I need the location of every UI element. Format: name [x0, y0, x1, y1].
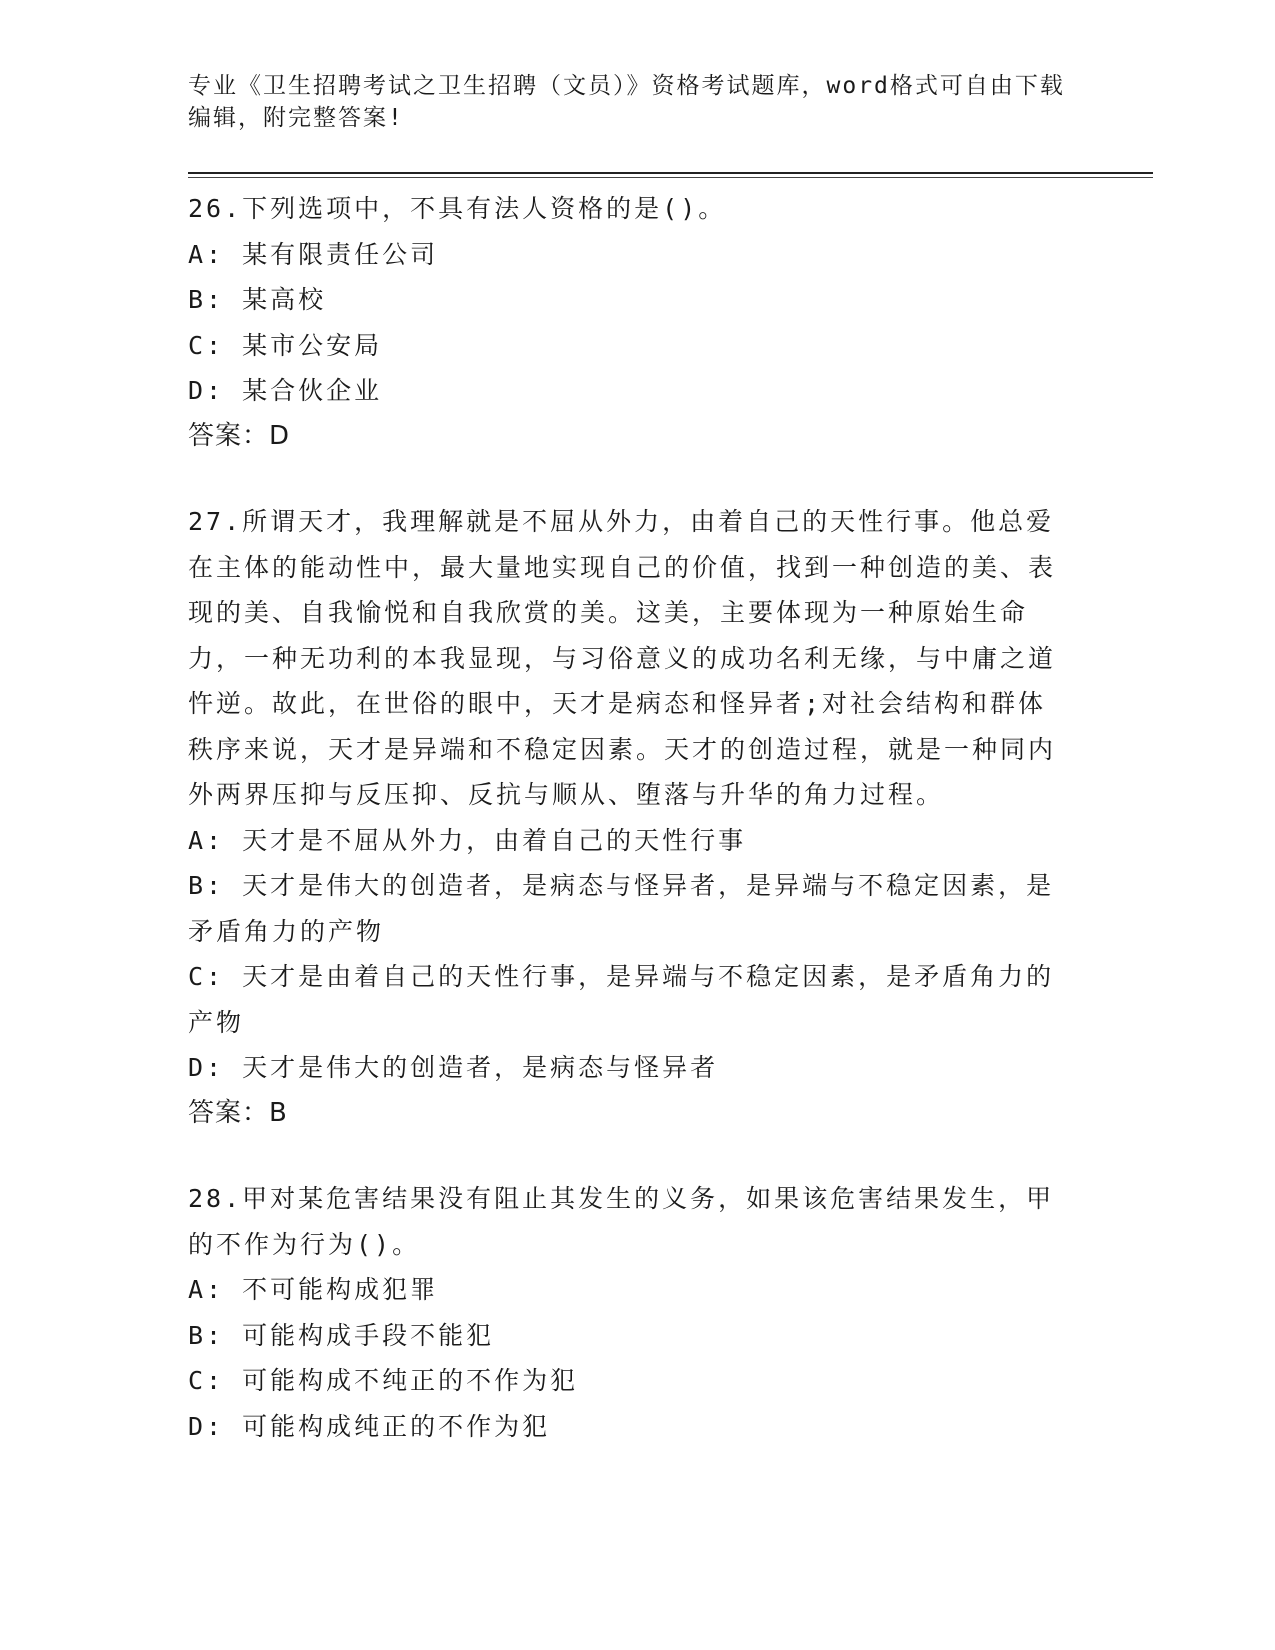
option-d: D: 某合伙企业	[188, 376, 383, 405]
answer: 答案：D	[188, 420, 291, 451]
option-a: A: 天才是不屈从外力，由着自己的天性行事	[188, 825, 747, 855]
option-a: A: 某有限责任公司	[188, 239, 439, 269]
question-28	[188, 1176, 1068, 1449]
divider-line-top	[188, 172, 1153, 174]
option-d: D: 可能构成纯正的不作为犯	[188, 1411, 551, 1441]
option-b: B: 可能构成手段不能犯	[188, 1320, 495, 1350]
question-text: 27.所谓天才，我理解就是不屈从外力，由着自己的天性行事。他总爱在主体的能动性中，最大量地实现自己的价值，找到一种创造的美、表现的美、自我愉悦和自我欣赏的美。这美，主要体现为一种原始生命力，一种无功利的本我显现，与习俗意义的成功名利无缘，与中庸之道忤逆。故此，在世俗的眼中，天才是病态和怪异者;对社会结构和群体秩序来说，天才是异端和不稳定因素。天才的创造过程，就是一种同内外两界压抑与反压抑、反抗与顺从、堕落与升华的角力过程。	[188, 507, 1057, 809]
option-c: C: 某市公安局	[188, 330, 383, 360]
header-divider	[188, 172, 1153, 178]
option-a: A: 不可能构成犯罪	[188, 1275, 439, 1304]
document-page	[188, 70, 1148, 1449]
question-text: 26.下列选项中，不具有法人资格的是()。	[188, 194, 727, 223]
question-27	[188, 499, 1068, 1136]
question-26	[188, 186, 1068, 459]
answer: 答案：B	[188, 1097, 288, 1128]
option-d: D: 天才是伟大的创造者，是病态与怪异者	[188, 1053, 719, 1082]
option-c: C: 天才是由着自己的天性行事，是异端与不稳定因素，是矛盾角力的产物	[188, 962, 1055, 1037]
option-c: C: 可能构成不纯正的不作为犯	[188, 1366, 579, 1395]
divider-line-bottom	[188, 177, 1153, 178]
question-text: 28.甲对某危害结果没有阻止其发生的义务，如果该危害结果发生，甲的不作为行为()。	[188, 1184, 1055, 1259]
option-b: B: 天才是伟大的创造者，是病态与怪异者，是异端与不稳定因素，是矛盾角力的产物	[188, 871, 1055, 946]
option-b: B: 某高校	[188, 285, 327, 314]
document-intro: 专业《卫生招聘考试之卫生招聘（文员）》资格考试题库，word格式可自由下载编辑，附完整答案!	[188, 73, 1065, 131]
